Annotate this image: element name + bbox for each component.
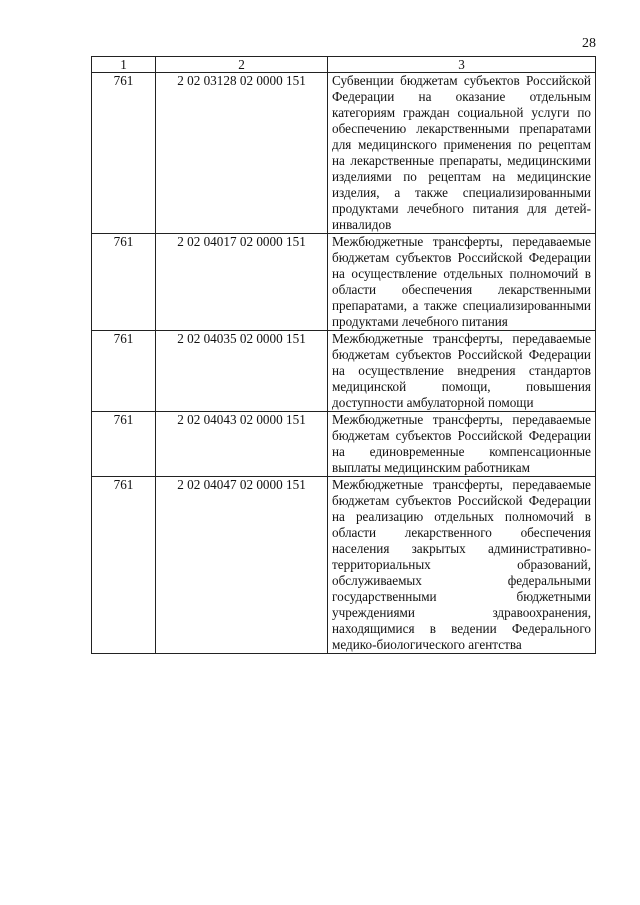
revenue-name-cell: Межбюджетные трансферты, передаваемые бюджетам субъектов Российской Федерации на осуществление отдельных полномочий в области обеспечения лекарственными препаратами, а также специализированными продуктами лечебного питания <box>328 234 596 331</box>
revenue-name-cell: Субвенции бюджетам субъектов Российской Федерации на оказание отдельным категориям граждан социальной услуги по обеспечению лекарственными препаратами для медицинского применения по рецептам на лекарственные препараты, медицинскими изделиями по рецептам на медицинские изделия, а также специализированными продуктами лечебного питания для детей-инвалидов <box>328 73 596 234</box>
revenue-name-cell: Межбюджетные трансферты, передаваемые бюджетам субъектов Российской Федерации на осуществление внедрения стандартов медицинской помощи, повышения доступности амбулаторной помощи <box>328 331 596 412</box>
column-header-1: 1 <box>92 57 156 73</box>
revenue-code-cell: 2 02 03128 02 0000 151 <box>156 73 328 234</box>
page-number: 28 <box>582 36 596 51</box>
column-header-3: 3 <box>328 57 596 73</box>
revenue-name-cell: Межбюджетные трансферты, передаваемые бюджетам субъектов Российской Федерации на единовременные компенсационные выплаты медицинским работникам <box>328 412 596 477</box>
column-header-2: 2 <box>156 57 328 73</box>
revenue-code-cell: 2 02 04017 02 0000 151 <box>156 234 328 331</box>
admin-code-cell: 761 <box>92 234 156 331</box>
table-row <box>92 73 596 234</box>
table-row <box>92 331 596 412</box>
revenue-name-cell: Межбюджетные трансферты, передаваемые бюджетам субъектов Российской Федерации на реализацию отдельных полномочий в области лекарственного обеспечения населения закрытых административно-территориальных образований, обслуживаемых федеральными государственными бюджетными учреждениями здравоохранения, находящимися в ведении Федерального медико-биологического агентства <box>328 477 596 654</box>
table-row <box>92 234 596 331</box>
admin-code-cell: 761 <box>92 331 156 412</box>
revenue-code-cell: 2 02 04035 02 0000 151 <box>156 331 328 412</box>
table-header-row <box>92 57 596 73</box>
budget-classification-table <box>91 56 596 654</box>
revenue-code-cell: 2 02 04047 02 0000 151 <box>156 477 328 654</box>
admin-code-cell: 761 <box>92 412 156 477</box>
table-row <box>92 412 596 477</box>
admin-code-cell: 761 <box>92 73 156 234</box>
admin-code-cell: 761 <box>92 477 156 654</box>
table-row <box>92 477 596 654</box>
revenue-code-cell: 2 02 04043 02 0000 151 <box>156 412 328 477</box>
